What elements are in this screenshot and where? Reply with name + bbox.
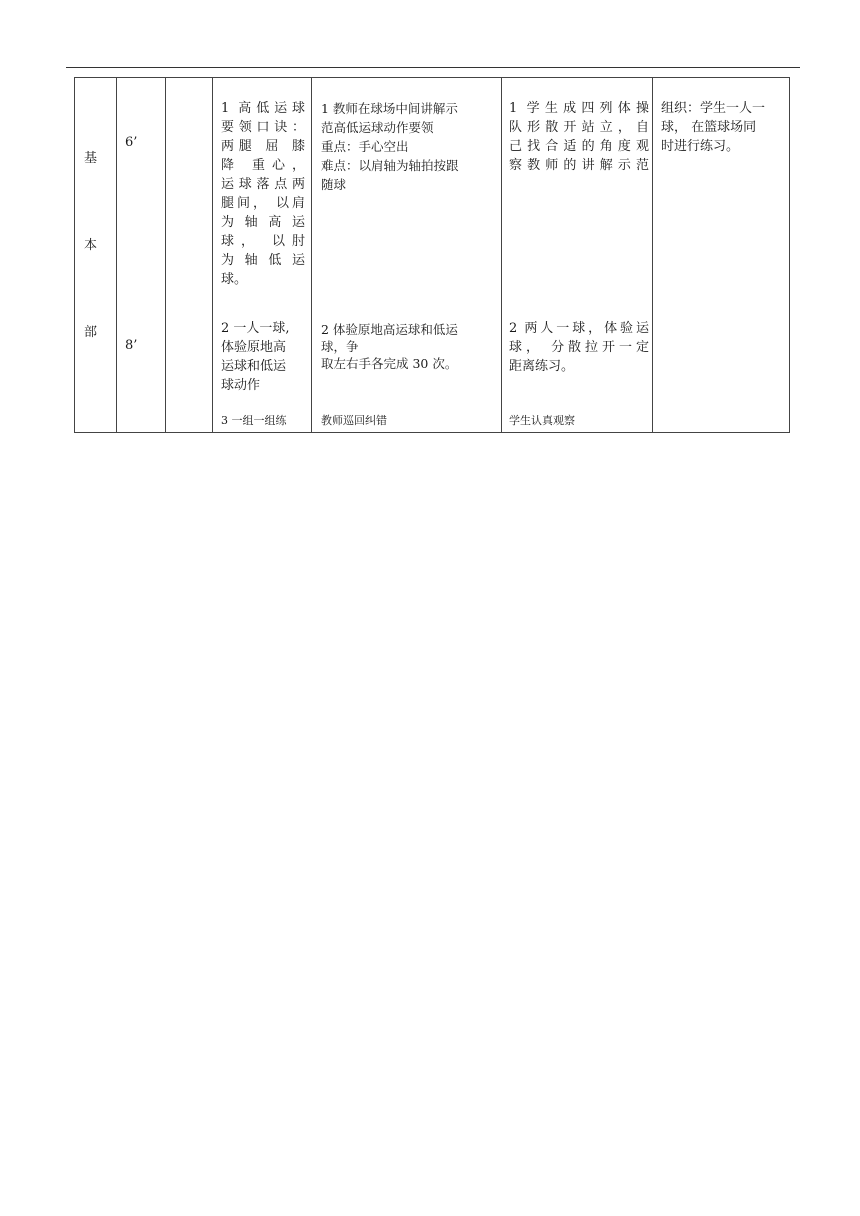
student-line: 2 两人一球，体验运 [509,321,649,336]
content-line: 运球落点两 [221,177,305,192]
column-divider [652,78,653,432]
organization-line: 球， 在篮球场同 [661,120,757,135]
teacher-note: 教师巡回纠错 [321,414,387,427]
column-divider [212,78,213,432]
teacher-line: 2 体验原地高运球和低运 [321,322,458,337]
teacher-line: 1 教师在球场中间讲解示 [321,101,458,116]
student-line: 距离练习。 [509,359,575,374]
teacher-line: 难点：以肩轴为轴拍按跟 [321,158,459,173]
section-label-char: 本 [84,238,98,253]
student-line: 1 学生成四列体操 [509,101,649,116]
organization-line: 时进行练习。 [661,139,740,154]
teacher-line: 随球 [321,177,347,192]
column-divider [501,78,502,432]
student-line: 己找合适的角度观 [509,139,649,154]
organization-block [661,99,785,156]
content-note: 3 一组一组练 [221,414,287,427]
content-line: 运球和低运 [221,359,287,374]
content-block-2 [221,319,307,395]
content-line: 为 轴 高 运 [221,215,305,230]
content-line: 两腿 屈 膝 [221,139,305,154]
content-block-1 [221,99,305,289]
section-label-char: 部 [84,325,98,340]
time-allocation: 8’ [125,338,138,353]
content-line: 为 轴 低 运 [221,253,305,268]
content-line: 腿间， 以肩 [221,196,305,211]
student-line: 察教师的讲解示范 [509,158,649,173]
column-divider [165,78,166,432]
teacher-line: 取左右手各完成 30 次。 [321,356,458,371]
lesson-plan-table [74,77,790,433]
column-divider [116,78,117,432]
student-block-1 [509,99,649,175]
student-line: 队形散开站立，自 [509,120,649,135]
content-line: 1 高低运球 [221,101,305,116]
teacher-block-2 [321,321,497,372]
teacher-line: 球，争 [321,339,359,354]
header-rule [66,67,800,68]
teacher-line: 重点：手心空出 [321,139,409,154]
content-line: 体验原地高 [221,340,287,355]
student-block-2 [509,319,649,376]
content-line: 要领口诀： [221,120,305,135]
content-line: 降 重心， [221,158,305,173]
teacher-block-1 [321,99,497,194]
time-allocation: 6’ [125,135,138,150]
organization-line: 组织：学生一人一 [661,101,766,116]
section-label-char: 基 [84,151,98,166]
student-note: 学生认真观察 [509,414,575,427]
content-line: 球动作 [221,378,261,393]
content-line: 球， 以肘 [221,234,305,249]
content-line: 球。 [221,272,248,287]
content-line: 2 一人一球, [221,321,290,336]
student-line: 球， 分散拉开一定 [509,340,649,355]
teacher-line: 范高低运球动作要领 [321,120,434,135]
column-divider [311,78,312,432]
